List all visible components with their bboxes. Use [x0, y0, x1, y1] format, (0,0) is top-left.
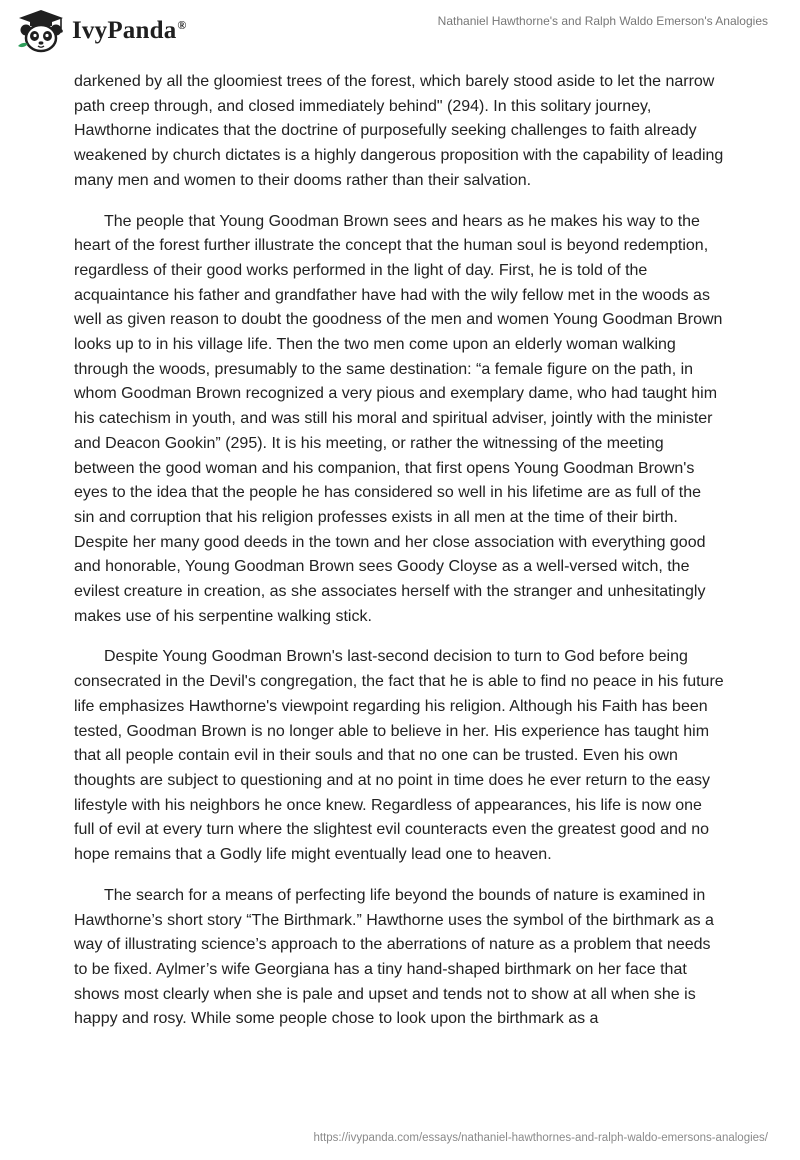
- document-title: Nathaniel Hawthorne's and Ralph Waldo Emerson's Analogies: [437, 14, 768, 28]
- source-url[interactable]: https://ivypanda.com/essays/nathaniel-hawthornes-and-ralph-waldo-emersons-analogies/: [313, 1132, 768, 1144]
- essay-body: [74, 70, 724, 1048]
- page-header: [0, 0, 800, 60]
- paragraph: The search for a means of perfecting life beyond the bounds of nature is examined in Hawthorne’s short story “The Birthmark.” Hawthorne uses the symbol of the birthmark as a way of illustrating science’s approach to the aberrations of nature as a problem that needs to be fixed. Aylmer’s wife Georgiana has a tiny hand-shaped birthmark on her face that shows most clearly when she is pale and upset and tends not to show at all when she is happy and rosy. While some people chose to look upon the birthmark as a: [74, 886, 714, 1028]
- paragraph: Despite Young Goodman Brown's last-second decision to turn to God before being consecrated in the Devil's congregation, the fact that he is able to find no peace in his future life emphasizes Hawthorne's viewpoint regarding his religion. Although his Faith has been tested, Goodman Brown is no longer able to believe in her. His experience has taught him that all people contain evil in their souls and that no one can be trusted. Even his own thoughts are subject to questioning and at no point in time does he ever return to the easy lifestyle with his neighbors he once knew. Regardless of appearances, his life is now one full of evil at every turn where the slightest evil counteracts even the greatest good and no hope remains that a Godly life might eventually lead one to heaven.: [74, 648, 724, 864]
- paragraph: The people that Young Goodman Brown sees and hears as he makes his way to the heart of the forest further illustrate the concept that the human soul is beyond redemption, regardless of their good works performed in the light of day. First, he is told of the acquaintance his father and grandfather have had with the wily fellow met in the woods as well as given reason to doubt the goodness of the men and women Young Goodman Brown looks up to in his village life. Then the two men come upon an elderly woman walking through the woods, presumably to the same destination: “a female figure on the path, in whom Goodman Brown recognized a very pious and exemplary dame, who had taught him his catechism in youth, and was still his moral and spiritual adviser, jointly with the minister and Deacon Gookin” (295). It is his meeting, or rather the witnessing of the meeting between the good woman and his companion, that first opens Young Goodman Brown's eyes to the idea that the people he has considered so well in his lifetime are as full of the sin and corruption that his religion professes exists in all men at the time of their birth. Despite her many good deeds in the town and her close association with everything good and honorable, Young Goodman Brown sees Goody Cloyse as a well-versed witch, the evilest creature in creation, as she associates herself with the stranger and unhesitatingly makes use of his serpentine walking stick.: [74, 212, 723, 625]
- paragraph: darkened by all the gloomiest trees of the forest, which barely stood aside to let the narrow path creep through, and closed immediately behind" (294). In this solitary journey, Hawthorne indicates that the doctrine of purposefully seeking challenges to faith already weakened by church dictates is a highly dangerous proposition with the capability of leading many men and women to their dooms rather than their salvation.: [74, 73, 724, 189]
- panda-graduate-icon: [14, 8, 68, 54]
- logo-text: IvyPanda®: [72, 17, 187, 44]
- ivypanda-logo[interactable]: [14, 8, 187, 54]
